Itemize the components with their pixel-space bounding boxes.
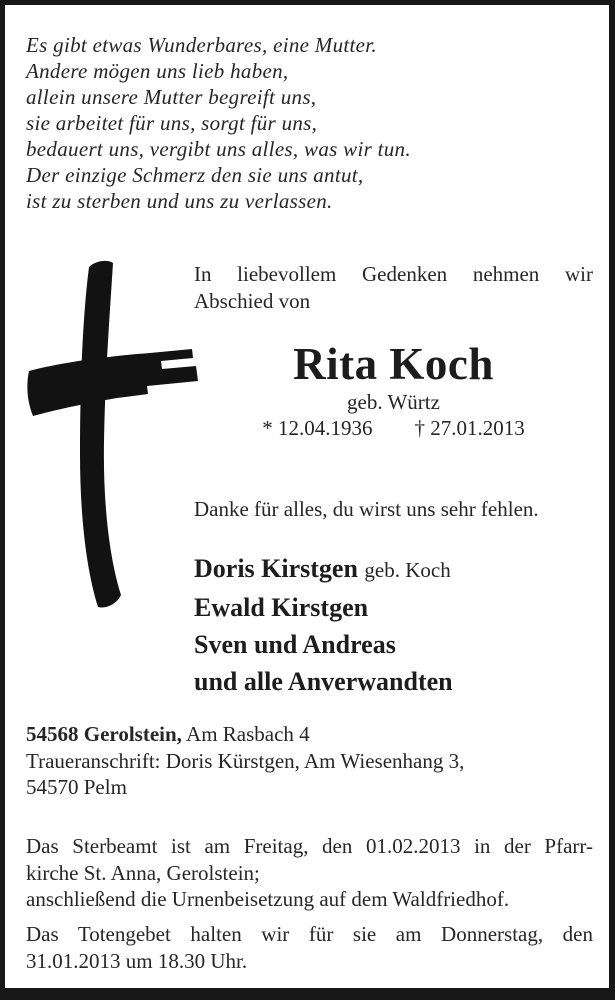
- prayer-line: 31.01.2013 um 18.30 Uhr.: [26, 948, 248, 973]
- mourner-line: Ewald Kirstgen: [194, 593, 369, 622]
- life-dates: [194, 416, 593, 440]
- poem-line: Es gibt etwas Wunderbares, eine Mutter.: [26, 33, 377, 57]
- poem-line: bedauert uns, vergibt uns alles, was wir tun.: [26, 137, 411, 161]
- address-line: [26, 721, 592, 748]
- poem-line: ist zu sterben und uns zu verlassen.: [26, 189, 333, 213]
- address-block: [26, 721, 592, 801]
- address-street: Am Rasbach 4: [186, 722, 310, 746]
- memorial-poem: [26, 32, 411, 214]
- intro-line: In liebevollem Gedenken nehmen wir: [194, 262, 593, 286]
- deceased-name: Rita Koch: [293, 339, 494, 389]
- thanks-line: Danke für alles, du wirst uns sehr fehlen.: [194, 497, 539, 521]
- mourners-list: [194, 550, 593, 700]
- maiden-name: geb. Würtz: [347, 390, 440, 414]
- announcement-column: [194, 261, 593, 700]
- poem-line: allein unsere Mutter begreift uns,: [26, 85, 317, 109]
- poem-line: Andere mögen uns lieb haben,: [26, 59, 289, 83]
- mourner-line: [194, 550, 593, 589]
- mourner-name: Doris Kirstgen: [194, 554, 358, 583]
- address-line: Traueranschrift: Doris Kürstgen, Am Wiesenhang 3,: [26, 748, 465, 773]
- address-city: 54568 Gerolstein,: [26, 722, 182, 746]
- mourner-line: und alle Anverwandten: [194, 667, 453, 696]
- mourner-line: Sven und Andreas: [194, 630, 396, 659]
- birth-date: * 12.04.1936: [262, 416, 373, 440]
- prayer-line: Das Totengebet halten wir für sie am Donnerstag, den: [26, 922, 593, 946]
- address-line: 54570 Pelm: [26, 775, 127, 799]
- poem-line: Der einzige Schmerz den sie uns antut,: [26, 163, 364, 187]
- service-line: Das Sterbeamt ist am Freitag, den 01.02.2013 in der Pfarr-: [26, 834, 593, 858]
- service-info: [26, 833, 593, 913]
- cross-icon: [15, 259, 201, 611]
- mourner-maiden-name: geb. Koch: [364, 558, 451, 582]
- poem-line: sie arbeitet für uns, sorgt für uns,: [26, 111, 318, 135]
- prayer-info: [26, 921, 593, 974]
- intro-text: [194, 261, 593, 315]
- service-line: kirche St. Anna, Gerolstein;: [26, 860, 260, 885]
- service-line: anschließend die Urnenbeisetzung auf dem Waldfriedhof.: [26, 887, 510, 911]
- intro-line: Abschied von: [194, 289, 311, 313]
- death-date: † 27.01.2013: [414, 416, 525, 440]
- deceased-block: [194, 338, 593, 440]
